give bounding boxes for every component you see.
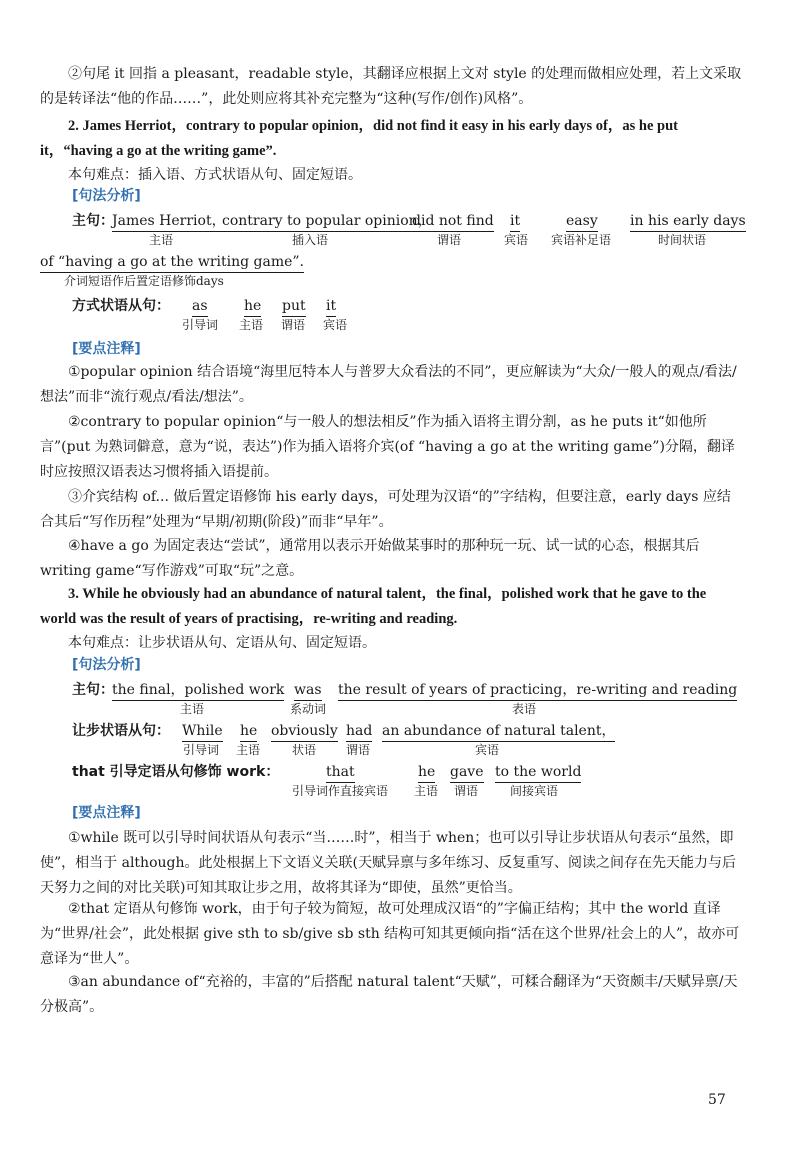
s2-main-word-5: easy bbox=[566, 211, 598, 232]
s2-manner-role-3: 谓语 bbox=[280, 318, 305, 332]
s3-conc-role-4: 谓语 bbox=[345, 743, 370, 757]
s2-main-role-5: 宾语补足语 bbox=[550, 233, 611, 247]
sentence-3: 3. While he obviously had an abundance of natural talent，the final，polished work that he gave to the world was the result of years of practising，re-writing and reading. bbox=[40, 586, 707, 627]
s3-rel-role-2: 主语 bbox=[413, 784, 438, 798]
s2-syntax-title: [句法分析] bbox=[72, 188, 141, 204]
s2-note-3: ③介宾结构 of... 做后置定语修饰 his early days，可处理为汉语“的”字结构，但要注意，early days 应结合其后“写作历程”处理为“早期/初期(阶段)”而非“早年”。 bbox=[40, 489, 731, 530]
s3-note-1: ①while 既可以引导时间状语从句表示“当……时”，相当于 when；也可以引导让步状语从句表示“虽然，即使”，相当于 although。此处根据上下文语义关联(天赋异禀与多年练习、反复重写、阅读之间存在先天能力与后天努力之间的对比关联)可知其取让步之用，故将其译为“即使，虽然”更恰当。 bbox=[40, 830, 736, 896]
s3-rel-role-4: 间接宾语 bbox=[509, 784, 558, 798]
s2-main-label: 主句： bbox=[72, 213, 114, 229]
s3-syntax-title: [句法分析] bbox=[72, 657, 141, 673]
s2-main-role-1: 主语 bbox=[148, 233, 173, 247]
s2-of-phrase: of “having a go at the writing game”. bbox=[40, 252, 304, 273]
s2-main-role-3: 谓语 bbox=[436, 233, 461, 247]
s3-conc-role-3: 状语 bbox=[291, 743, 316, 757]
s3-main-word-3: the result of years of practicing，re-writing and reading bbox=[338, 680, 737, 701]
s3-main-role-2: 系动词 bbox=[289, 702, 326, 716]
s3-difficulty: 本句难点：让步状语从句、定语从句、固定短语。 bbox=[68, 635, 376, 651]
s3-notes-title: [要点注释] bbox=[72, 805, 141, 821]
s2-manner-word-1: as bbox=[192, 296, 208, 317]
s3-main-label: 主句： bbox=[72, 682, 114, 698]
s3-conc-role-2: 主语 bbox=[235, 743, 260, 757]
s2-manner-word-4: it bbox=[326, 296, 336, 317]
s3-main-role-3: 表语 bbox=[511, 702, 536, 716]
s3-rel-label: that 引导定语从句修饰 work： bbox=[72, 764, 280, 780]
s2-main-role-2: 插入语 bbox=[291, 233, 328, 247]
s3-note-2: ②that 定语从句修饰 work，由于句子较为简短，故可处理成汉语“的”字偏正结构；其中 the world 直译为“世界/社会”，此处根据 give sth to sb/give sb sth 结构可知其更倾向指“活在这个世界/社会上的人”，故亦可意译为“世人”。 bbox=[40, 901, 740, 967]
s3-main-word-1: the final，polished work bbox=[112, 680, 284, 701]
s3-rel-word-3: gave bbox=[450, 762, 484, 783]
s2-manner-label: 方式状语从句： bbox=[72, 298, 170, 314]
s2-manner-word-3: put bbox=[282, 296, 306, 317]
s2-main-word-3: did not find bbox=[412, 211, 494, 232]
s3-rel-role-3: 谓语 bbox=[453, 784, 478, 798]
s2-manner-word-2: he bbox=[244, 296, 261, 317]
s2-manner-role-1: 引导词 bbox=[181, 318, 218, 332]
s2-note-4: ④have a go 为固定表达“尝试”，通常用以表示开始做某事时的那种玩一玩、试一试的心态，根据其后 writing game“写作游戏”可取“玩”之意。 bbox=[40, 538, 700, 579]
s3-conc-role-5: 宾语 bbox=[474, 743, 499, 757]
s2-manner-role-4: 宾语 bbox=[322, 318, 347, 332]
s3-rel-role-1: 引导词作直接宾语 bbox=[291, 784, 388, 798]
s3-conc-word-1: While bbox=[182, 721, 223, 742]
s3-rel-word-1: that bbox=[326, 762, 355, 783]
s3-conc-word-3: obviously bbox=[271, 721, 338, 742]
s2-main-word-6: in his early days bbox=[630, 211, 746, 232]
page-number: 57 bbox=[708, 1092, 726, 1108]
s3-rel-word-4: to the world bbox=[495, 762, 581, 783]
s3-conc-label: 让步状语从句： bbox=[72, 723, 170, 739]
s2-main-word-4: it bbox=[510, 211, 520, 232]
s3-conc-word-4: had bbox=[346, 721, 372, 742]
s2-manner-role-2: 主语 bbox=[238, 318, 263, 332]
s2-main-role-6: 时间状语 bbox=[657, 233, 706, 247]
sentence-2: 2. James Herriot，contrary to popular opinion，did not find it easy in his early days of，as he put it，“having a go at the writing game”. bbox=[40, 118, 678, 159]
s3-main-role-1: 主语 bbox=[179, 702, 204, 716]
s3-note-3: ③an abundance of“充裕的，丰富的”后搭配 natural talent“天赋”，可糅合翻译为“天资颇丰/天赋异禀/天分极高”。 bbox=[40, 974, 738, 1015]
s2-notes-title: [要点注释] bbox=[72, 341, 141, 357]
s2-main-role-4: 宾语 bbox=[503, 233, 528, 247]
s3-conc-word-2: he bbox=[240, 721, 257, 742]
intro-paragraph: ②句尾 it 回指 a pleasant，readable style，其翻译应根据上文对 style 的处理而做相应处理，若上文采取的是转译法“他的作品……”，此处则应将其补充完整为“这种(写作/创作)风格”。 bbox=[40, 66, 742, 107]
s3-conc-word-5: an abundance of natural talent， bbox=[382, 721, 615, 742]
s2-note-2: ②contrary to popular opinion“与一般人的想法相反”作为插入语将主谓分割，as he puts it“如他所言”(put 为熟词僻意，意为“说，表达”)作为插入语将介宾(of “having a go at the writing game”)分隔，翻译时应按照汉语表达习惯将插入语提前。 bbox=[40, 414, 735, 480]
s3-rel-word-2: he bbox=[418, 762, 435, 783]
s2-main-word-2: contrary to popular opinion， bbox=[222, 211, 432, 232]
s2-of-note: 介词短语作后置定语修饰days bbox=[64, 274, 224, 288]
s3-conc-role-1: 引导词 bbox=[182, 743, 219, 757]
s3-main-word-2: was bbox=[294, 680, 322, 701]
s2-difficulty: 本句难点：插入语、方式状语从句、固定短语。 bbox=[68, 167, 362, 183]
s2-main-word-1: James Herriot， bbox=[112, 211, 226, 232]
s2-note-1: ①popular opinion 结合语境“海里厄特本人与普罗大众看法的不同”，更应解读为“大众/一般人的观点/看法/想法”而非“流行观点/看法/想法”。 bbox=[40, 364, 737, 405]
